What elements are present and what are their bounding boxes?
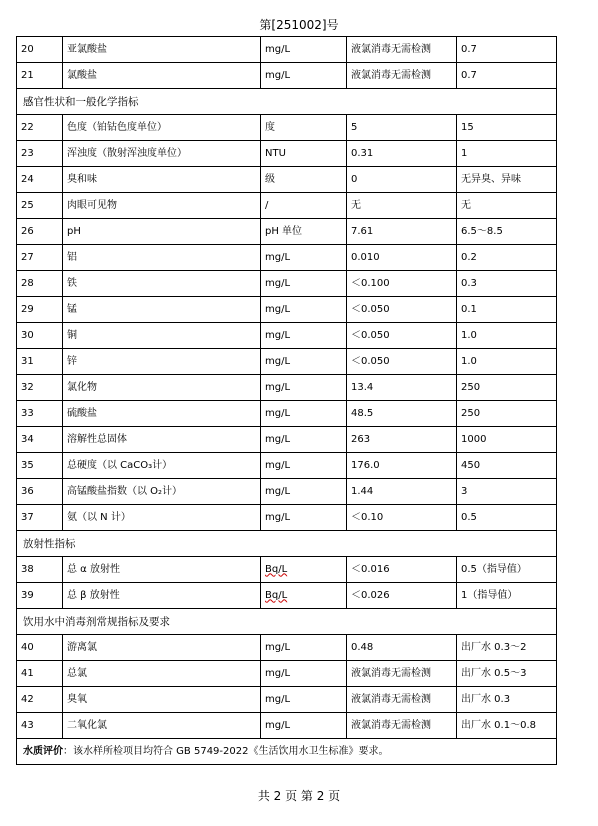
table-row [17, 479, 557, 505]
item-unit: mg/L [261, 297, 347, 323]
table-row [17, 37, 557, 63]
item-result: ＜0.10 [347, 505, 457, 531]
item-result: 176.0 [347, 453, 457, 479]
item-number: 26 [17, 219, 63, 245]
item-number: 28 [17, 271, 63, 297]
item-limit: 0.2 [457, 245, 557, 271]
section-row [17, 531, 557, 557]
item-name: 铜 [63, 323, 261, 349]
evaluation-row [17, 739, 557, 765]
table-row [17, 505, 557, 531]
item-unit: mg/L [261, 375, 347, 401]
item-limit: 0.3 [457, 271, 557, 297]
section-title: 感官性状和一般化学指标 [17, 89, 557, 115]
item-number: 29 [17, 297, 63, 323]
item-name: 溶解性总固体 [63, 427, 261, 453]
item-name: 锌 [63, 349, 261, 375]
item-name: 臭和味 [63, 167, 261, 193]
item-unit: 级 [261, 167, 347, 193]
item-result: 液氯消毒无需检测 [347, 661, 457, 687]
item-number: 27 [17, 245, 63, 271]
item-unit: mg/L [261, 661, 347, 687]
item-number: 25 [17, 193, 63, 219]
item-unit: pH 单位 [261, 219, 347, 245]
item-result: 0 [347, 167, 457, 193]
section-title: 放射性指标 [17, 531, 557, 557]
item-name: pH [63, 219, 261, 245]
item-name: 亚氯酸盐 [63, 37, 261, 63]
item-unit: mg/L [261, 635, 347, 661]
item-name: 铝 [63, 245, 261, 271]
item-number: 38 [17, 557, 63, 583]
table-row [17, 583, 557, 609]
item-result: 无 [347, 193, 457, 219]
item-result: 13.4 [347, 375, 457, 401]
item-limit: 1（指导值） [457, 583, 557, 609]
table-row [17, 713, 557, 739]
item-name: 氯化物 [63, 375, 261, 401]
item-limit: 1000 [457, 427, 557, 453]
item-number: 33 [17, 401, 63, 427]
item-unit: mg/L [261, 479, 347, 505]
item-number: 40 [17, 635, 63, 661]
item-result: 液氯消毒无需检测 [347, 37, 457, 63]
item-name: 色度（铂钴色度单位） [63, 115, 261, 141]
item-limit: 出厂水 0.5～3 [457, 661, 557, 687]
table-row [17, 297, 557, 323]
item-limit: 1.0 [457, 323, 557, 349]
table-row [17, 323, 557, 349]
item-name: 臭氧 [63, 687, 261, 713]
table-row [17, 557, 557, 583]
item-limit: 0.5 [457, 505, 557, 531]
item-result: ＜0.050 [347, 297, 457, 323]
item-number: 20 [17, 37, 63, 63]
item-unit: / [261, 193, 347, 219]
item-result: 1.44 [347, 479, 457, 505]
item-result: 0.010 [347, 245, 457, 271]
item-limit: 0.7 [457, 37, 557, 63]
section-row [17, 609, 557, 635]
item-limit: 出厂水 0.1～0.8 [457, 713, 557, 739]
item-result: 5 [347, 115, 457, 141]
item-number: 37 [17, 505, 63, 531]
table-row [17, 687, 557, 713]
item-result: 液氯消毒无需检测 [347, 687, 457, 713]
item-limit: 250 [457, 375, 557, 401]
item-name: 氯酸盐 [63, 63, 261, 89]
item-limit: 无异臭、异味 [457, 167, 557, 193]
item-unit: mg/L [261, 713, 347, 739]
item-name: 锰 [63, 297, 261, 323]
item-number: 24 [17, 167, 63, 193]
item-name: 总硬度（以 CaCO₃计） [63, 453, 261, 479]
item-number: 36 [17, 479, 63, 505]
table-row [17, 271, 557, 297]
item-result: 0.31 [347, 141, 457, 167]
item-unit: mg/L [261, 245, 347, 271]
item-unit: mg/L [261, 401, 347, 427]
item-unit: mg/L [261, 349, 347, 375]
item-number: 39 [17, 583, 63, 609]
item-number: 34 [17, 427, 63, 453]
section-row [17, 89, 557, 115]
item-name: 高锰酸盐指数（以 O₂计） [63, 479, 261, 505]
item-name: 二氧化氯 [63, 713, 261, 739]
item-limit: 0.7 [457, 63, 557, 89]
item-name: 硫酸盐 [63, 401, 261, 427]
item-unit: mg/L [261, 271, 347, 297]
item-name: 肉眼可见物 [63, 193, 261, 219]
item-limit: 3 [457, 479, 557, 505]
item-result: 7.61 [347, 219, 457, 245]
item-result: 48.5 [347, 401, 457, 427]
table-row [17, 193, 557, 219]
table-row [17, 661, 557, 687]
item-number: 21 [17, 63, 63, 89]
test-results-table [16, 36, 557, 765]
item-unit: mg/L [261, 453, 347, 479]
item-limit: 出厂水 0.3 [457, 687, 557, 713]
item-number: 22 [17, 115, 63, 141]
item-name: 氨（以 N 计） [63, 505, 261, 531]
report-number: 第[251002]号 [259, 18, 339, 32]
item-unit: mg/L [261, 37, 347, 63]
item-unit: 度 [261, 115, 347, 141]
item-unit: mg/L [261, 505, 347, 531]
item-name: 铁 [63, 271, 261, 297]
item-result: ＜0.026 [347, 583, 457, 609]
item-limit: 6.5～8.5 [457, 219, 557, 245]
item-result: ＜0.050 [347, 349, 457, 375]
item-name: 总 β 放射性 [63, 583, 261, 609]
item-result: ＜0.100 [347, 271, 457, 297]
item-number: 31 [17, 349, 63, 375]
table-row [17, 63, 557, 89]
item-unit: mg/L [261, 63, 347, 89]
item-result: ＜0.016 [347, 557, 457, 583]
table-row [17, 349, 557, 375]
item-number: 43 [17, 713, 63, 739]
table-row [17, 245, 557, 271]
item-unit: mg/L [261, 323, 347, 349]
item-unit: NTU [261, 141, 347, 167]
item-name: 总氯 [63, 661, 261, 687]
table-row [17, 115, 557, 141]
item-result: 液氯消毒无需检测 [347, 63, 457, 89]
table-row [17, 219, 557, 245]
item-number: 23 [17, 141, 63, 167]
item-name: 游离氯 [63, 635, 261, 661]
item-unit: Bq/L [261, 583, 347, 609]
page-footer: 共 2 页 第 2 页 [257, 789, 341, 803]
evaluation-text: ：该水样所检项目均符合 GB 5749-2022《生活饮用水卫生标准》要求。 [63, 745, 389, 757]
evaluation-label: 水质评价 [23, 745, 63, 757]
item-number: 42 [17, 687, 63, 713]
item-limit: 0.1 [457, 297, 557, 323]
item-number: 32 [17, 375, 63, 401]
item-unit: mg/L [261, 687, 347, 713]
item-limit: 15 [457, 115, 557, 141]
table-row [17, 427, 557, 453]
table-row [17, 167, 557, 193]
item-number: 35 [17, 453, 63, 479]
table-row [17, 453, 557, 479]
item-limit: 出厂水 0.3～2 [457, 635, 557, 661]
table-row [17, 375, 557, 401]
item-number: 41 [17, 661, 63, 687]
item-number: 30 [17, 323, 63, 349]
item-limit: 1.0 [457, 349, 557, 375]
item-unit: mg/L [261, 427, 347, 453]
water-quality-evaluation [17, 739, 557, 765]
item-name: 总 α 放射性 [63, 557, 261, 583]
item-limit: 无 [457, 193, 557, 219]
item-unit: Bq/L [261, 557, 347, 583]
item-result: 液氯消毒无需检测 [347, 713, 457, 739]
table-row [17, 635, 557, 661]
item-limit: 450 [457, 453, 557, 479]
item-limit: 0.5（指导值） [457, 557, 557, 583]
item-result: 263 [347, 427, 457, 453]
table-row [17, 141, 557, 167]
table-row [17, 401, 557, 427]
item-name: 浑浊度（散射浑浊度单位） [63, 141, 261, 167]
item-result: ＜0.050 [347, 323, 457, 349]
section-title: 饮用水中消毒剂常规指标及要求 [17, 609, 557, 635]
item-limit: 1 [457, 141, 557, 167]
item-result: 0.48 [347, 635, 457, 661]
item-limit: 250 [457, 401, 557, 427]
